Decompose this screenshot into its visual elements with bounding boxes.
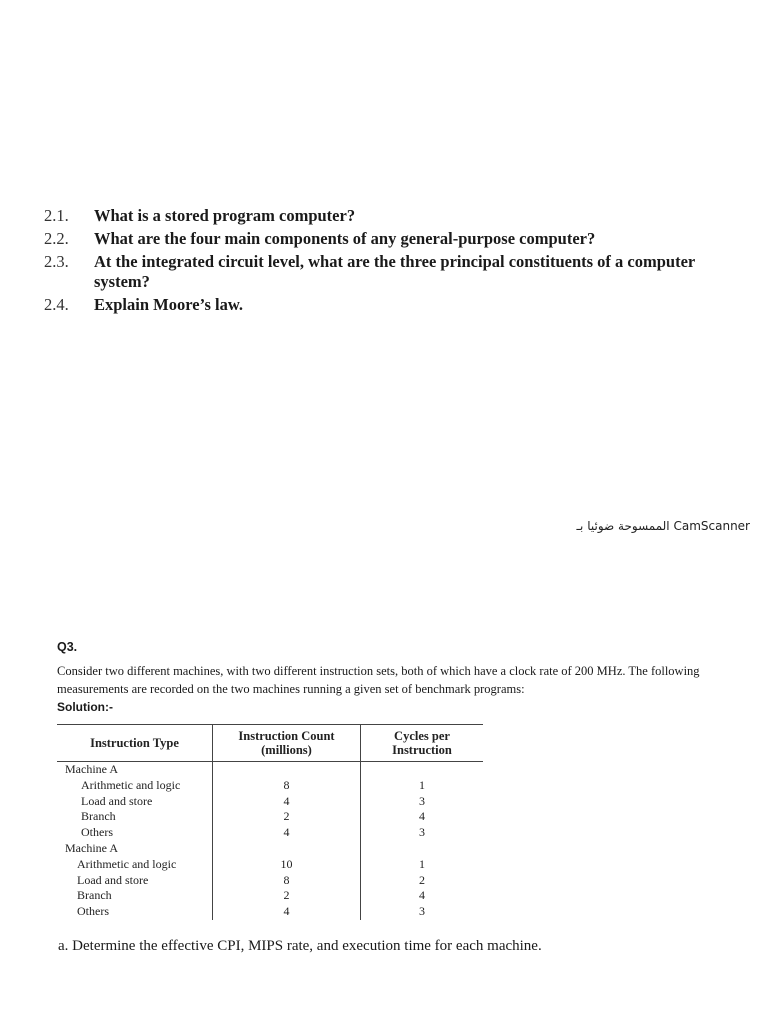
header-cpi: Cycles per Instruction bbox=[361, 725, 484, 762]
instruction-type: Branch bbox=[81, 809, 116, 824]
instruction-type: Arithmetic and logic bbox=[77, 856, 177, 871]
table-row bbox=[57, 794, 483, 810]
cpi-value: 4 bbox=[419, 809, 425, 824]
review-questions-list bbox=[44, 206, 754, 318]
machine-label: Machine A bbox=[65, 840, 118, 855]
question-number: 2.4. bbox=[44, 295, 69, 314]
question-number: 2.3. bbox=[44, 252, 69, 271]
instruction-count: 8 bbox=[213, 778, 361, 794]
question-item bbox=[44, 252, 754, 292]
instruction-type: Arithmetic and logic bbox=[81, 777, 181, 792]
instruction-count: 4 bbox=[213, 825, 361, 841]
table-row bbox=[57, 809, 483, 825]
table-row bbox=[57, 778, 483, 794]
machine-label: Machine A bbox=[65, 762, 118, 776]
q3-paragraph: Consider two different machines, with two different instruction sets, both of which have a clock rate of 200 MHz. The following measurements are recorded on the two machines running a given set of benchmark programs: bbox=[57, 664, 700, 696]
question-item bbox=[44, 229, 754, 249]
table-row bbox=[57, 857, 483, 873]
question-text: What are the four main components of any general-purpose computer? bbox=[94, 229, 596, 248]
question-text: Explain Moore’s law. bbox=[94, 295, 243, 314]
cpi-value: 3 bbox=[419, 825, 425, 840]
instruction-count: 4 bbox=[213, 794, 361, 810]
instruction-type: Branch bbox=[77, 888, 112, 903]
table-header-row bbox=[57, 725, 483, 762]
instruction-type: Load and store bbox=[77, 872, 149, 887]
question-text: At the integrated circuit level, what are the three principal constituents of a computer system? bbox=[94, 252, 695, 291]
table-row bbox=[57, 873, 483, 889]
machine-row bbox=[57, 762, 483, 778]
cpi-value: 2 bbox=[419, 872, 425, 887]
solution-label: Solution:- bbox=[57, 700, 113, 714]
cpi-value: 3 bbox=[419, 904, 425, 919]
instruction-count: 4 bbox=[213, 904, 361, 920]
instruction-type: Others bbox=[77, 904, 109, 919]
machine-row bbox=[57, 841, 483, 857]
cpi-value: 1 bbox=[419, 856, 425, 871]
q3-title: Q3. bbox=[57, 640, 78, 654]
cpi-value: 4 bbox=[419, 888, 425, 903]
instruction-count: 2 bbox=[213, 809, 361, 825]
question-text: What is a stored program computer? bbox=[94, 206, 356, 225]
instruction-type: Load and store bbox=[81, 793, 153, 808]
table-row bbox=[57, 888, 483, 904]
instruction-count: 2 bbox=[213, 888, 361, 904]
scanner-watermark: الممسوحة ضوئيا بـ CamScanner bbox=[576, 519, 750, 533]
cpi-value: 3 bbox=[419, 793, 425, 808]
instruction-count: 10 bbox=[213, 857, 361, 873]
question-number: 2.2. bbox=[44, 229, 69, 248]
cpi-value: 1 bbox=[419, 777, 425, 792]
question-item bbox=[44, 295, 754, 315]
table-row bbox=[57, 904, 483, 920]
instruction-type: Others bbox=[81, 825, 113, 840]
header-instruction-count: Instruction Count (millions) bbox=[213, 725, 361, 762]
question-item bbox=[44, 206, 754, 226]
q3-section bbox=[57, 640, 737, 714]
table-row bbox=[57, 825, 483, 841]
question-number: 2.1. bbox=[44, 206, 69, 225]
benchmark-table bbox=[57, 724, 483, 920]
header-instruction-type: Instruction Type bbox=[57, 725, 213, 762]
part-a-question: a. Determine the effective CPI, MIPS rate, and execution time for each machine. bbox=[58, 938, 542, 954]
instruction-count: 8 bbox=[213, 873, 361, 889]
